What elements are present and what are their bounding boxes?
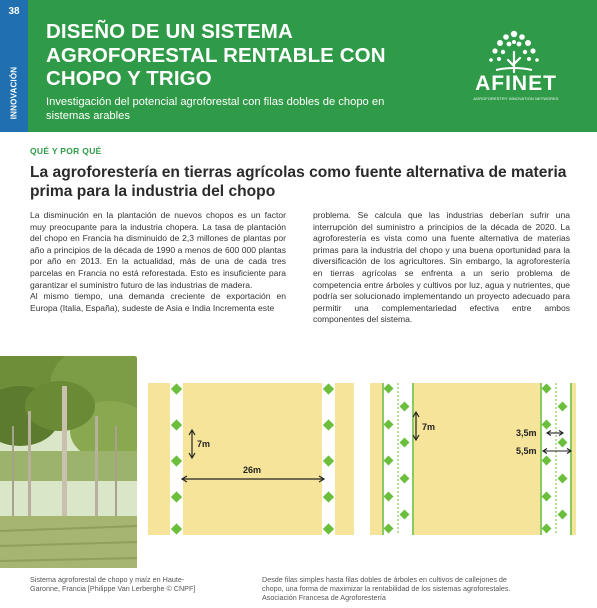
body-column-left: [30, 210, 286, 314]
page-number: 38: [8, 6, 20, 17]
section-kicker: QUÉ Y POR QUÉ: [30, 146, 102, 156]
body-column-right: [313, 210, 570, 326]
section-label-text: INNOVACIÓN: [9, 66, 19, 120]
section-label: [0, 58, 28, 128]
width-label: 26m: [243, 465, 262, 475]
body-paragraph: problema. Se calcula que las industrias deberían sufrir una interrupción del suministro a principios de la década de 2020. La agroforestería es vista como una fuente alternativa de materias primas para la industria del chopo y una buena oportunidad para la diversificación de los agricultores. Sin embargo, la agroforestería en tierras agrícolas se enfrenta a un serio problema de competencia entre árboles y cultivos por luz, agua y nutrientes, que podría ser solucionado implementando un proyecto adecuado para permitir una complementariedad efectiva entre ambos componentes del sistema.: [313, 210, 570, 325]
single-row-diagram: [148, 383, 354, 535]
body-paragraph: La disminución en la plantación de nuevos chopos es un factor muy preocupante para la industria chopera. La tasa de plantación del chopo en Francia ha disminuido de 2,3 millones de plantas por año a principios de la década de 1990 a menos de 600 000 plantas por año en 2013. En la actualidad, más de una de cada tres parcelas en Francia no está reforestada. Esto es insuficiente para garantizar el suministro futuro de las industrias de madera.: [30, 210, 286, 290]
page-title: DISEÑO DE UN SISTEMA AGROFORESTAL RENTABLE CON CHOPO Y TRIGO: [46, 20, 386, 90]
photo-caption: Sistema agroforestal de chopo y maíz en Haute-Garonne, Francia [Philippe Van Lerberghe © CNPF]: [30, 575, 196, 593]
inner-spacing-label: 3,5m: [516, 428, 537, 438]
poplar-field-photo: [0, 356, 137, 568]
double-row-diagram: [370, 383, 576, 535]
spacing-label: 7m: [197, 439, 211, 449]
spacing-label: 7m: [422, 422, 436, 432]
article-headline: La agroforestería en tierras agrícolas como fuente alternativa de materia prima para la industria del chopo: [30, 164, 567, 200]
body-paragraph: Al mismo tiempo, una demanda creciente de exportación en Europa (Italia, España), sudeste de Asia e India Incrementa este: [30, 291, 286, 313]
page-subtitle: Investigación del potencial agroforestal con filas dobles de chopo en sistemas arables: [46, 96, 385, 122]
diagram-caption: Desde filas simples hasta filas dobles de árboles en cultivos de callejones de chopo, una forma de maximizar la rentabilidad de los sistemas agroforestales. Asociación Francesa de Agroforestería: [262, 575, 511, 602]
logo-name: AFINET: [475, 72, 557, 95]
outer-spacing-label: 5,5m: [516, 446, 537, 456]
logo-tagline: AGROFORESTRY INNOVATION NETWORKS: [473, 97, 559, 101]
